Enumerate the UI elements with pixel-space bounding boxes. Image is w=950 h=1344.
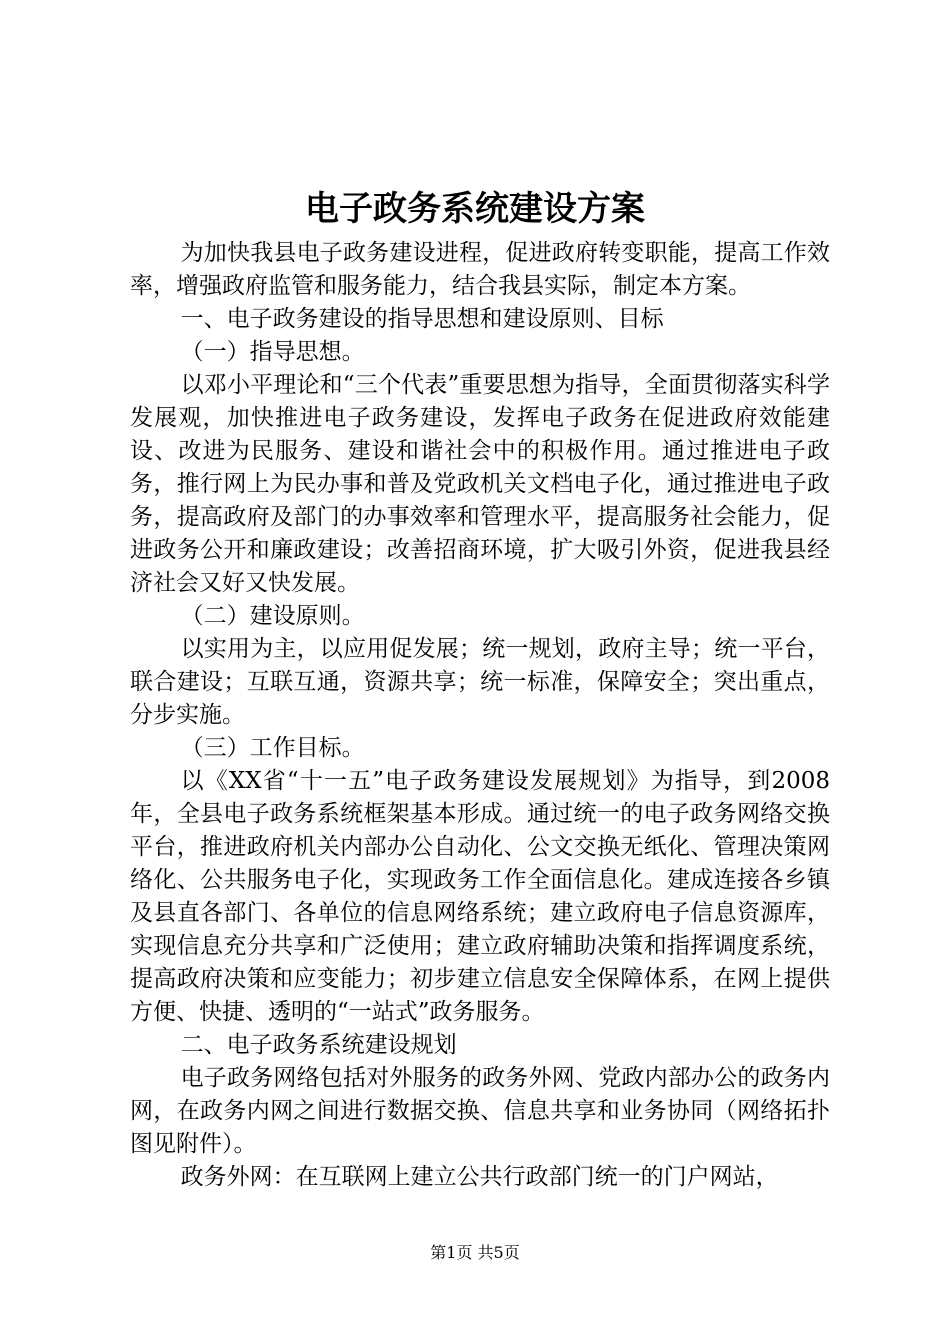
document-title: 电子政务系统建设方案 — [305, 189, 645, 229]
paragraph-guiding-ideology: 以邓小平理论和“三个代表”重要思想为指导，全面贯彻落实科学发展观，加快推进电子政务建设，发挥电子政务在促进政府效能建设、改进为民服务、建设和谐社会中的积极作用。通过推进电子政务，推行网上为民办事和普及党政机关文档电子化，通过推进电子政务，提高政府及部门的办事效率和管理水平，提高服务社会能力，促进政务公开和廉政建设；改善招商环境，扩大吸引外资，促进我县经济社会又好又快发展。 — [130, 372, 830, 596]
subsection-heading-guiding-ideology: （一）指导思想。 — [180, 339, 365, 365]
paragraph-extranet: 政务外网：在互联网上建立公共行政部门统一的门户网站， — [180, 1164, 779, 1190]
section-heading-1: 一、电子政务建设的指导思想和建设原则、目标 — [180, 306, 664, 332]
paragraph-intro: 为加快我县电子政务建设进程，促进政府转变职能，提高工作效率，增强政府监管和服务能力，结合我县实际，制定本方案。 — [130, 240, 830, 299]
section-heading-2: 二、电子政务系统建设规划 — [180, 1032, 457, 1058]
paragraph-network: 电子政务网络包括对外服务的政务外网、党政内部办公的政务内网，在政务内网之间进行数据交换、信息共享和业务协同（网络拓扑图见附件）。 — [130, 1065, 830, 1157]
paragraph-goals: 以《XX省“十一五”电子政务建设发展规划》为指导，到2008年，全县电子政务系统框架基本形成。通过统一的电子政务网络交换平台，推进政府机关内部办公自动化、公文交换无纸化、管理决策网络化、公共服务电子化，实现政务工作全面信息化。建成连接各乡镇及县直各部门、各单位的信息网络系统；建立政府电子信息资源库，实现信息充分共享和广泛使用；建立政府辅助决策和指挥调度系统，提高政府决策和应变能力；初步建立信息安全保障体系，在网上提供方便、快捷、透明的“一站式”政务服务。 — [130, 768, 830, 1025]
subsection-heading-goals: （三）工作目标。 — [180, 735, 365, 761]
subsection-heading-principles: （二）建设原则。 — [180, 603, 365, 629]
page-footer: 第1页 共5页 — [430, 1243, 520, 1262]
paragraph-principles: 以实用为主，以应用促发展；统一规划，政府主导；统一平台，联合建设；互联互通，资源共享；统一标准，保障安全；突出重点，分步实施。 — [130, 636, 830, 728]
document-body — [130, 237, 830, 1194]
